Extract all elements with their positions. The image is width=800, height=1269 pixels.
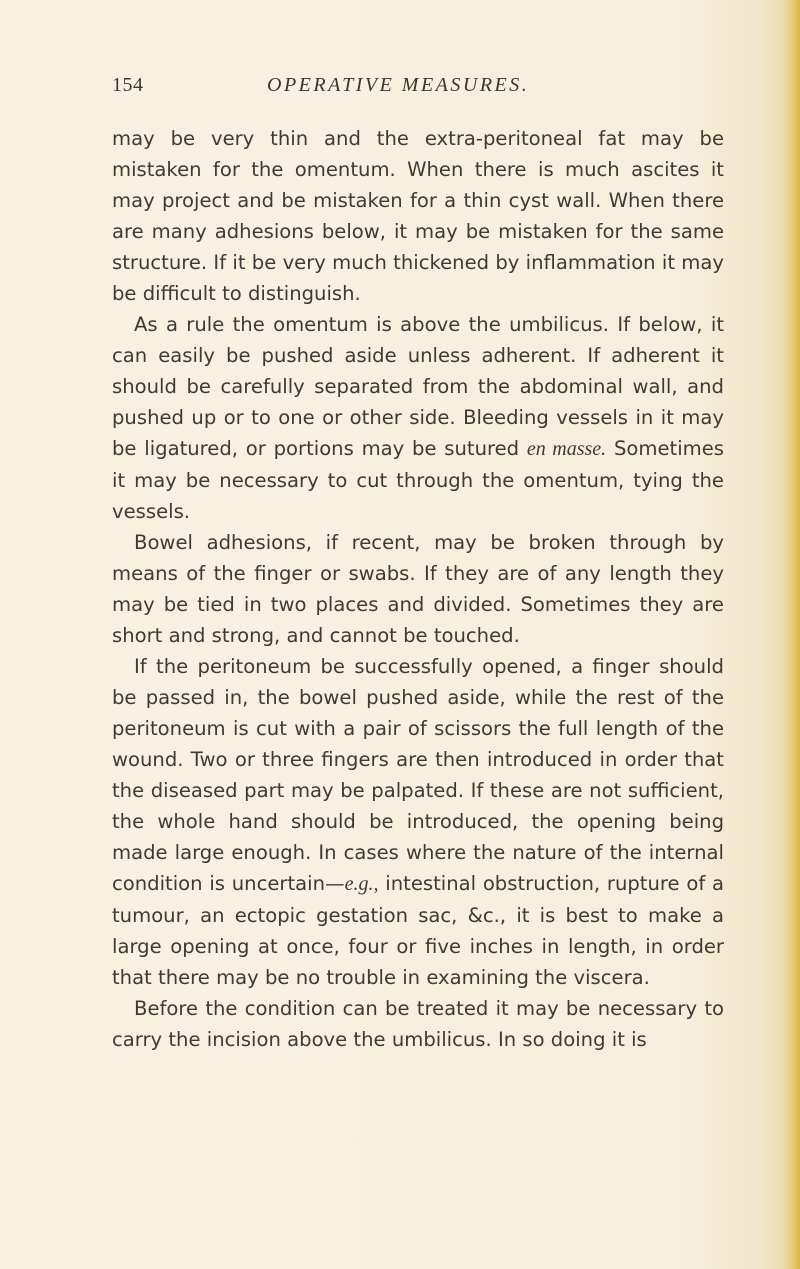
page-header xyxy=(112,74,724,104)
running-head: OPERATIVE MEASURES. xyxy=(267,74,530,96)
body-text xyxy=(112,123,724,1055)
italic-phrase: en masse. xyxy=(526,438,607,460)
paragraph-text: If the peritoneum be successfully opened, a finger should be passed in, the bowel pushed aside, while the rest of the peritoneum is cut with a pair of scissors the full length of the wound. Two or three fingers are then introduced in order that the diseased part may be palpated. If these are not sufficient, the whole hand should be introduced, the opening being made large enough. In cases where the nature of the internal condition is uncertain— xyxy=(112,655,724,895)
paragraph-text: Before the condition can be treated it may be necessary to carry the incision above the umbilicus. In so doing it is xyxy=(112,997,724,1051)
paragraph-text: Bowel adhesions, if recent, may be broken through by means of the finger or swabs. If they are of any length they may be tied in two places and divided. Sometimes they are short and strong, and cannot be touched. xyxy=(112,531,724,647)
page-number: 154 xyxy=(112,74,144,96)
paragraph-bowel-adhesions xyxy=(112,527,724,651)
paragraph-text: Sometimes it may be necessary to cut through the omentum, tying the vessels. xyxy=(112,437,724,523)
paragraph-text: intestinal obstruction, rupture of a tumour, an ectopic gestation sac, &c., it is best to make a large opening at once, four or five inches in length, in order that there may be no trouble in examining the viscera. xyxy=(112,872,724,989)
paragraph-omentum xyxy=(112,309,724,527)
paragraph-peritoneum xyxy=(112,651,724,993)
page-edge xyxy=(782,0,800,1269)
italic-phrase: e.g., xyxy=(344,873,379,895)
paragraph-continuation xyxy=(112,123,724,309)
paragraph-condition xyxy=(112,993,724,1055)
paragraph-text: As a rule the omentum is above the umbilicus. If below, it can easily be pushed aside unless adherent. If adherent it should be carefully separated from the abdominal wall, and pushed up or to one or other side. Bleeding vessels in it may be ligatured, or portions may be sutured xyxy=(112,313,724,460)
paragraph-text: may be very thin and the extra-peritoneal fat may be mistaken for the omentum. When there is much ascites it may project and be mistaken for a thin cyst wall. When there are many adhesions below, it may be mistaken for the same structure. If it be very much thickened by inflammation it may be difficult to distinguish. xyxy=(112,127,724,305)
